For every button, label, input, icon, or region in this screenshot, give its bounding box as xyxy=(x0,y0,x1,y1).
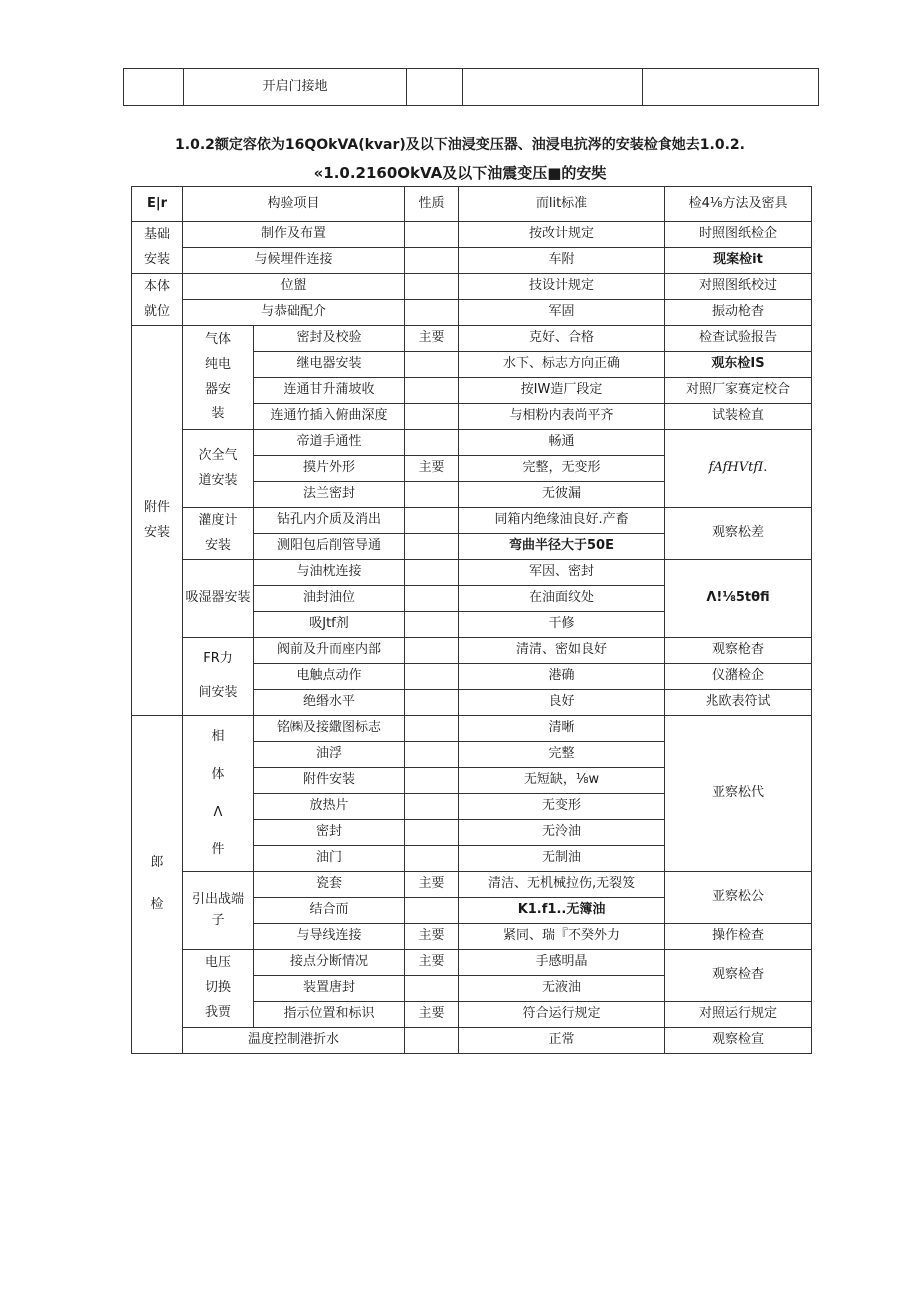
item-cell: 油封油位 xyxy=(254,586,405,612)
nature-cell xyxy=(405,560,459,586)
inspection-table xyxy=(131,186,812,1054)
standard-cell: 与相粉内表尚平齐 xyxy=(459,404,665,430)
standard-cell: 完整 xyxy=(459,742,665,768)
standard-cell: 清洁、无机械拉伤,无裂笈 xyxy=(459,872,665,898)
item-cell: 制作及布置 xyxy=(183,222,405,248)
method-cell: fAfHVtfI. xyxy=(665,430,812,508)
table-row xyxy=(132,508,812,534)
sub-thermometer: 灌度计 安装 xyxy=(183,508,254,560)
standard-cell: 无制油 xyxy=(459,846,665,872)
standard-cell: 干修 xyxy=(459,612,665,638)
standard-cell: 紧同、瑞『不癸外力 xyxy=(459,924,665,950)
item-cell: 接点分断情况 xyxy=(254,950,405,976)
item-cell: 与恭础配介 xyxy=(183,300,405,326)
sub-pressure-valve: FR力 间安装 xyxy=(183,638,254,716)
standard-cell: 无变形 xyxy=(459,794,665,820)
method-cell: 兆欧表符试 xyxy=(665,690,812,716)
nature-cell xyxy=(405,430,459,456)
header-col-method: 检4⅛方法及密具 xyxy=(665,187,812,222)
nature-cell: 主要 xyxy=(405,456,459,482)
item-cell: 帝道手通性 xyxy=(254,430,405,456)
table-row xyxy=(132,1028,812,1054)
item-cell: 油门 xyxy=(254,846,405,872)
method-cell: 观察松差 xyxy=(665,508,812,560)
item-cell: 温度控制港折水 xyxy=(183,1028,405,1054)
nature-cell xyxy=(405,664,459,690)
table-row xyxy=(132,638,812,664)
method-cell: 亚察松代 xyxy=(665,716,812,872)
method-cell: 观东检IS xyxy=(665,352,812,378)
item-cell: 连通甘升蒲坡收 xyxy=(254,378,405,404)
top-cell-4 xyxy=(463,69,643,106)
item-cell: 密封及校验 xyxy=(254,326,405,352)
item-cell: 摸片外形 xyxy=(254,456,405,482)
top-cell-1 xyxy=(124,69,184,106)
table-row xyxy=(132,430,812,456)
item-cell: 钻孔内介质及消出 xyxy=(254,508,405,534)
item-cell: 与油枕连接 xyxy=(254,560,405,586)
standard-cell: 畅通 xyxy=(459,430,665,456)
standard-cell: 军因、密封 xyxy=(459,560,665,586)
nature-cell xyxy=(405,352,459,378)
item-cell: 与导线连接 xyxy=(254,924,405,950)
standard-cell: 按改计规定 xyxy=(459,222,665,248)
sub-gas-relay: 气体 纯电 器安 装 xyxy=(183,326,254,430)
sub-safety-airway: 次全气 道安装 xyxy=(183,430,254,508)
group-accessories: 附件 安装 xyxy=(132,326,183,716)
table-row xyxy=(132,326,812,352)
item-cell: 测阳包后削管导通 xyxy=(254,534,405,560)
nature-cell xyxy=(405,300,459,326)
nature-cell xyxy=(405,768,459,794)
nature-cell xyxy=(405,742,459,768)
nature-cell xyxy=(405,820,459,846)
nature-cell: 主要 xyxy=(405,924,459,950)
sub-lead-terminal: 引出战端 子 xyxy=(183,872,254,950)
method-cell: 操作检查 xyxy=(665,924,812,950)
header-col-1: E|r xyxy=(132,187,183,222)
item-cell: 瓷套 xyxy=(254,872,405,898)
header-col-standard: 而lit标准 xyxy=(459,187,665,222)
item-cell: 装置唐封 xyxy=(254,976,405,1002)
standard-cell: 车附 xyxy=(459,248,665,274)
nature-cell xyxy=(405,404,459,430)
item-cell: 铭㈱及接繖图标志 xyxy=(254,716,405,742)
item-cell: 密封 xyxy=(254,820,405,846)
table-row xyxy=(132,716,812,742)
table-row xyxy=(132,872,812,898)
standard-cell: 无短缺，⅛w xyxy=(459,768,665,794)
nature-cell xyxy=(405,612,459,638)
nature-cell: 主要 xyxy=(405,1002,459,1028)
item-cell: 结合而 xyxy=(254,898,405,924)
method-cell: 观察枪杳 xyxy=(665,638,812,664)
nature-cell xyxy=(405,378,459,404)
standard-cell: 清清、密如良好 xyxy=(459,638,665,664)
method-cell: 仪潴检企 xyxy=(665,664,812,690)
header-col-item: 构验项目 xyxy=(183,187,405,222)
nature-cell xyxy=(405,690,459,716)
item-cell: 阀前及升而座内部 xyxy=(254,638,405,664)
section-heading: 1.0.2额定容依为16QOkVA(kvar)及以下油浸变压器、油浸电抗涔的安装检食她去1.0.2. xyxy=(175,137,745,153)
table-row xyxy=(132,950,812,976)
top-cell-3 xyxy=(407,69,463,106)
group-inspection: 郎 检 xyxy=(132,716,183,1054)
method-cell: 对照图纸校过 xyxy=(665,274,812,300)
item-cell: 法兰密封 xyxy=(254,482,405,508)
table-header xyxy=(132,187,812,222)
top-cell-5 xyxy=(643,69,819,106)
nature-cell xyxy=(405,248,459,274)
top-cell-item: 开启门接地 xyxy=(184,69,407,106)
nature-cell xyxy=(405,898,459,924)
standard-cell: 良好 xyxy=(459,690,665,716)
nature-cell xyxy=(405,508,459,534)
sub-tank-body: 相 体 Λ 件 xyxy=(183,716,254,872)
table-row xyxy=(132,222,812,248)
standard-cell: 手感明晶 xyxy=(459,950,665,976)
method-cell: 对照厂家赛定校合 xyxy=(665,378,812,404)
item-cell: 电触点动作 xyxy=(254,664,405,690)
standard-cell: 符合运行规定 xyxy=(459,1002,665,1028)
nature-cell xyxy=(405,482,459,508)
nature-cell xyxy=(405,1028,459,1054)
method-cell: 对照运行规定 xyxy=(665,1002,812,1028)
standard-cell: 军固 xyxy=(459,300,665,326)
standard-cell: 在油面纹处 xyxy=(459,586,665,612)
standard-cell: 同箱内绝缘油良好.产畜 xyxy=(459,508,665,534)
standard-cell: 技设计规定 xyxy=(459,274,665,300)
table-row xyxy=(132,300,812,326)
standard-cell: 按IW造厂段定 xyxy=(459,378,665,404)
method-cell: Λ!⅛5tθfi xyxy=(665,560,812,638)
nature-cell xyxy=(405,716,459,742)
table-row xyxy=(132,248,812,274)
standard-cell: 完整，无变形 xyxy=(459,456,665,482)
group-body-placement: 本体 就位 xyxy=(132,274,183,326)
nature-cell xyxy=(405,976,459,1002)
method-cell: 试装检直 xyxy=(665,404,812,430)
top-row xyxy=(124,69,819,106)
method-cell: 检查试验报告 xyxy=(665,326,812,352)
item-cell: 与候埋件连接 xyxy=(183,248,405,274)
item-cell: 位盥 xyxy=(183,274,405,300)
sub-breather: 吸湿器安装 xyxy=(183,560,254,638)
standard-cell: 水下、标志方向正确 xyxy=(459,352,665,378)
group-foundation: 基础 安装 xyxy=(132,222,183,274)
nature-cell xyxy=(405,638,459,664)
standard-cell: 无液油 xyxy=(459,976,665,1002)
method-cell: 时照图纸检企 xyxy=(665,222,812,248)
item-cell: 放热片 xyxy=(254,794,405,820)
item-cell: 指示位置和标识 xyxy=(254,1002,405,1028)
nature-cell xyxy=(405,534,459,560)
method-cell: 观察检杳 xyxy=(665,950,812,1002)
standard-cell: 清晰 xyxy=(459,716,665,742)
item-cell: 绝缗水平 xyxy=(254,690,405,716)
table-row xyxy=(132,560,812,586)
standard-cell: 弯曲半径大于50E xyxy=(459,534,665,560)
standard-cell: 正常 xyxy=(459,1028,665,1054)
nature-cell xyxy=(405,586,459,612)
table-row xyxy=(132,274,812,300)
standard-cell: 港确 xyxy=(459,664,665,690)
item-cell: 吸Jtf剂 xyxy=(254,612,405,638)
item-cell: 继电器安装 xyxy=(254,352,405,378)
method-cell: 亚察松公 xyxy=(665,872,812,924)
method-cell: 现案检it xyxy=(665,248,812,274)
standard-cell: 克好、合格 xyxy=(459,326,665,352)
standard-cell: K1.f1..无簿油 xyxy=(459,898,665,924)
nature-cell xyxy=(405,274,459,300)
item-cell: 油浮 xyxy=(254,742,405,768)
nature-cell xyxy=(405,794,459,820)
item-cell: 连通竹插入俯曲深度 xyxy=(254,404,405,430)
method-cell: 观察检宣 xyxy=(665,1028,812,1054)
nature-cell: 主要 xyxy=(405,950,459,976)
table-title: «1.0.2160OkVA及以下油震变压■的安奘 xyxy=(313,164,607,182)
nature-cell: 主要 xyxy=(405,872,459,898)
nature-cell xyxy=(405,222,459,248)
item-cell: 附件安装 xyxy=(254,768,405,794)
nature-cell xyxy=(405,846,459,872)
header-col-nature: 性质 xyxy=(405,187,459,222)
method-cell: 振动枪杳 xyxy=(665,300,812,326)
standard-cell: 无泠油 xyxy=(459,820,665,846)
standard-cell: 无彼漏 xyxy=(459,482,665,508)
nature-cell: 主要 xyxy=(405,326,459,352)
sub-tap-changer: 电压 切换 我贾 xyxy=(183,950,254,1028)
top-table xyxy=(123,68,819,106)
